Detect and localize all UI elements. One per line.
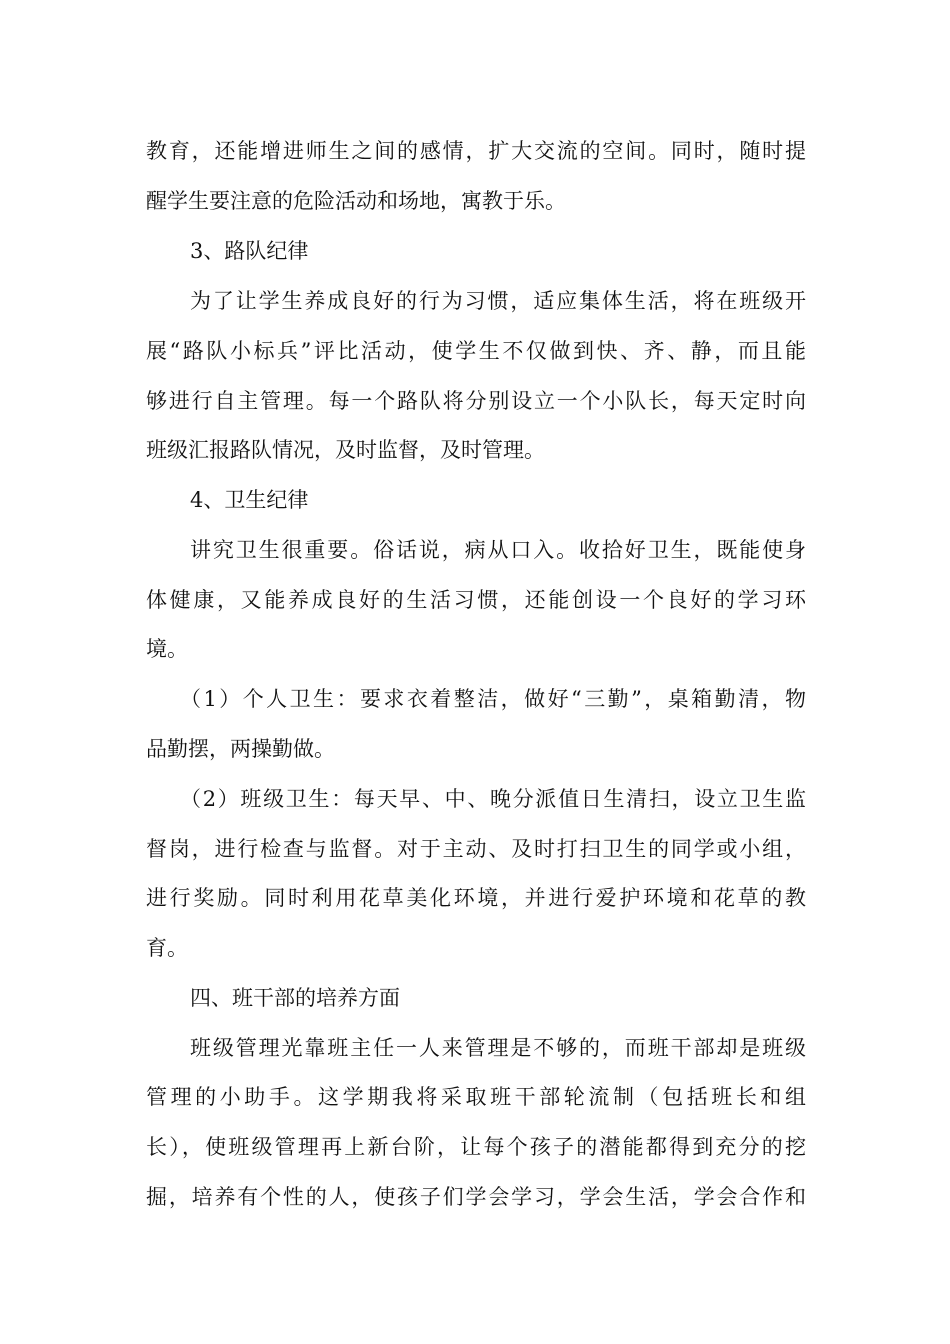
body-text-line: 讲究卫生很重要。俗话说，病从口入。收拾好卫生，既能使身 [190,538,806,562]
body-text-line: 掘，培养有个性的人，使孩子们学会学习，学会生活，学会合作和 [146,1185,806,1209]
body-text-line: 够进行自主管理。每一个路队将分别设立一个小队长，每天定时向 [146,389,806,413]
body-text-line: 长），使班级管理再上新台阶，让每个孩子的潜能都得到充分的挖 [146,1135,806,1159]
body-text-line: 管理的小助手。这学期我将采取班干部轮流制（包括班长和组 [146,1085,806,1109]
section-heading: 4、卫生纪律 [190,488,309,512]
section-heading: 四、班干部的培养方面 [190,986,400,1010]
body-text-line: 展“路队小标兵”评比活动，使学生不仅做到快、齐、静，而且能 [146,339,806,363]
body-text-line: 为了让学生养成良好的行为习惯，适应集体生活，将在班级开 [190,289,806,313]
body-text-line: 教育，还能增进师生之间的感情，扩大交流的空间。同时，随时提 [146,139,806,163]
body-text-line: 境。 [146,637,188,661]
body-text-line: 体健康，又能养成良好的生活习惯，还能创设一个良好的学习环 [146,588,806,612]
body-text-line: 品勤摆，两操勤做。 [146,737,335,761]
body-text-line: （1）个人卫生：要求衣着整洁，做好“三勤”，桌箱勤清，物 [180,687,806,711]
section-heading: 3、路队纪律 [190,239,309,263]
body-text-line: 督岗，进行检查与监督。对于主动、及时打扫卫生的同学或小组， [146,837,806,861]
body-text-line: 育。 [146,936,188,960]
body-text-line: （2）班级卫生：每天早、中、晚分派值日生清扫，设立卫生监 [180,787,806,811]
body-text-line: 班级汇报路队情况，及时监督，及时管理。 [146,438,545,462]
body-text-line: 醒学生要注意的危险活动和场地，寓教于乐。 [146,189,566,213]
body-text-line: 进行奖励。同时利用花草美化环境，并进行爱护环境和花草的教 [146,886,806,910]
body-text-line: 班级管理光靠班主任一人来管理是不够的，而班干部却是班级 [190,1036,806,1060]
